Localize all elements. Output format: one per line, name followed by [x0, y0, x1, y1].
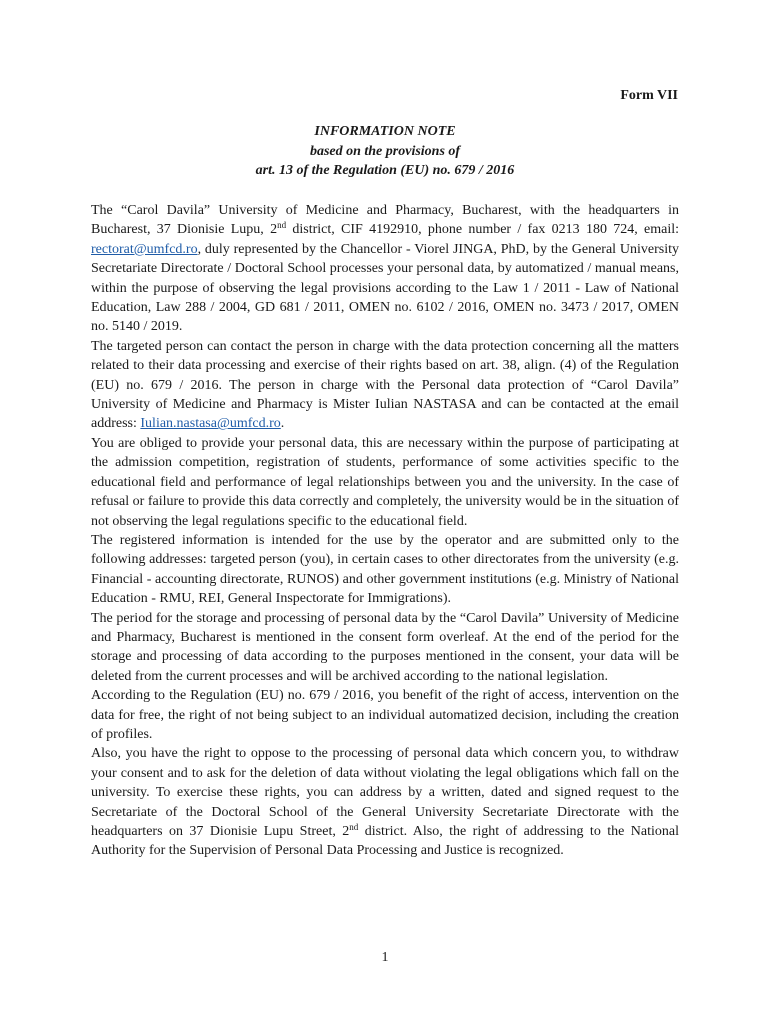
rectorat-email-link[interactable]: rectorat@umfcd.ro — [91, 241, 198, 257]
paragraph-dpo-contact: The targeted person can contact the person in charge with the data protection concerning all the matters related to their data processing and exercise of their rights based on art. 38, align. (4) of the Regulation (EU) no. 679 / 2016. The person in charge with the Personal data protection of “Carol Davila” University of Medicine and Pharmacy is Mister Iulian NASTASA and can be contacted at the email address: Iulian.nastasa@umfcd.ro. — [91, 338, 679, 432]
form-label: Form VII — [620, 88, 678, 103]
paragraph-obligation: You are obliged to provide your personal data, this are necessary within the purpose of participating at the admission competition, registration of students, performance of some activities specific to the educational field and performance of legal relationships between you and the university. In the case of refusal or failure to provide this data correctly and completely, the university would be in the situation of not observing the legal regulations specific to the educational field. — [91, 435, 679, 529]
page-number: 1 — [381, 950, 389, 965]
paragraph-storage-period: The period for the storage and processing of personal data by the “Carol Davila” University of Medicine and Pharmacy, Bucharest is mentioned in the consent form overleaf. At the end of the period for the storage and processing of data according to the purposes mentioned in the consent, your data will be deleted from the current processes and will be archived according to the national legislation. — [91, 610, 679, 684]
paragraph-opposition: Also, you have the right to oppose to the processing of personal data which concern you, to withdraw your consent and to ask for the deletion of data without violating the legal obligations which fall on the university. To exercise these rights, you can address by a written, dated and signed request to the Secretariate of the Doctoral School of the General University Secretariate Directorate with the headquarters on 37 Dionisie Lupu Street, 2nd district. Also, the right of addressing to the National Authority for the Supervision of Personal Data Processing and Justice is recognized. — [91, 746, 679, 859]
paragraph-recipients: The registered information is intended for the use by the operator and are submitted only to the following addresses: targeted person (you), in certain cases to other directorates from the university (e.g. Financial - accounting directorate, RUNOS) and other government institutions (e.g. Ministry of National Education - RMU, REI, General Inspectorate for Immigrations). — [91, 532, 679, 607]
document-body — [91, 201, 679, 861]
paragraph-rights: According to the Regulation (EU) no. 679 / 2016, you benefit of the right of access, intervention on the data for free, the right of not being subject to an individual automatized decision, including the creation of profiles. — [91, 688, 679, 742]
dpo-email-link[interactable]: Iulian.nastasa@umfcd.ro — [140, 416, 281, 432]
heading-title: INFORMATION NOTE — [314, 124, 456, 139]
document-heading — [0, 122, 770, 181]
paragraph-controller: The “Carol Davila” University of Medicine and Pharmacy, Bucharest, with the headquarters in Bucharest, 37 Dionisie Lupu, 2nd district, CIF 4192910, phone number / fax 0213 180 724, email: rectorat@umfcd.ro, duly represented by the Chancellor - Viorel JINGA, PhD, by the General University Secretariate Directorate / Doctoral School processes your personal data, by automatized / manual means, within the purpose of observing the legal provisions according to the Law 1 / 2011 - Law of National Education, Law 288 / 2004, GD 681 / 2011, OMEN no. 6102 / 2016, OMEN no. 3473 / 2017, OMEN no. 5140 / 2019. — [91, 203, 679, 335]
heading-regulation: art. 13 of the Regulation (EU) no. 679 / 2016 — [255, 163, 515, 178]
heading-subtitle: based on the provisions of — [309, 143, 461, 159]
